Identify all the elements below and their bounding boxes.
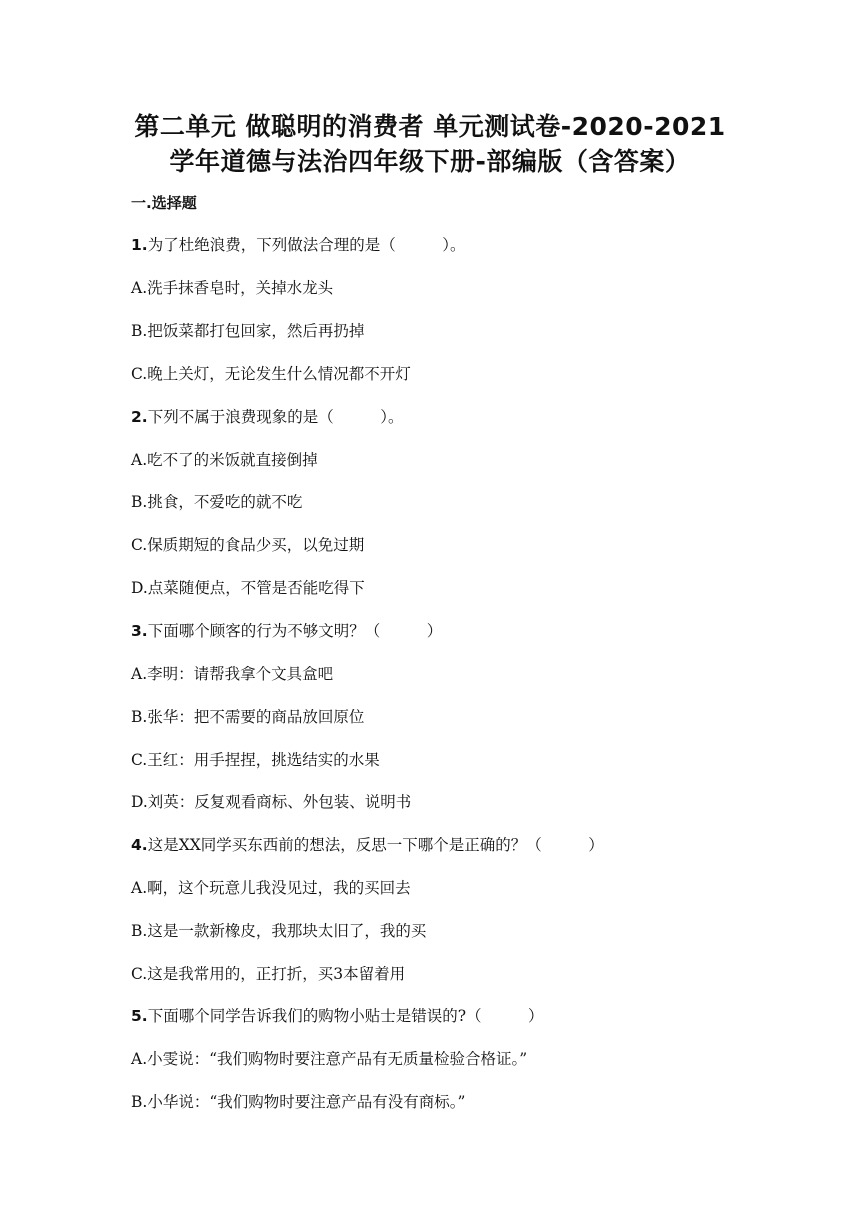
question-number: 2. bbox=[131, 408, 148, 426]
section-heading: 一.选择题 bbox=[131, 194, 197, 212]
question-4 bbox=[131, 834, 604, 856]
question-5-option-b: B.小华说：“我们购物时要注意产品有没有商标。” bbox=[131, 1093, 466, 1111]
question-1 bbox=[131, 234, 465, 256]
question-3 bbox=[131, 620, 442, 642]
question-4-option-a: A.啊，这个玩意儿我没见过，我的买回去 bbox=[131, 879, 411, 897]
question-4-option-b: B.这是一款新橡皮，我那块太旧了，我的买 bbox=[131, 922, 427, 940]
question-2 bbox=[131, 406, 403, 428]
question-3-option-d: D.刘英：反复观看商标、外包装、说明书 bbox=[131, 793, 412, 811]
question-3-option-c: C.王红：用手捏捏，挑选结实的水果 bbox=[131, 751, 380, 769]
question-3-option-b: B.张华：把不需要的商品放回原位 bbox=[131, 708, 365, 726]
question-2-option-b: B.挑食，不爱吃的就不吃 bbox=[131, 493, 303, 511]
question-3-option-a: A.李明：请帮我拿个文具盒吧 bbox=[131, 665, 334, 683]
question-number: 4. bbox=[131, 836, 148, 854]
document-title-line-2: 学年道德与法治四年级下册-部编版（含答案） bbox=[169, 147, 691, 176]
question-5-option-a: A.小雯说：“我们购物时要注意产品有无质量检验合格证。” bbox=[131, 1050, 528, 1068]
question-number: 5. bbox=[131, 1007, 148, 1025]
question-1-option-b: B.把饭菜都打包回家，然后再扔掉 bbox=[131, 322, 365, 340]
question-number: 1. bbox=[131, 236, 148, 254]
question-1-option-c: C.晚上关灯，无论发生什么情况都不开灯 bbox=[131, 365, 411, 383]
question-2-option-c: C.保质期短的食品少买，以免过期 bbox=[131, 536, 365, 554]
question-stem: 这是XX同学买东西前的想法，反思一下哪个是正确的？（ ） bbox=[147, 836, 604, 854]
question-5 bbox=[131, 1005, 544, 1027]
question-stem: 下列不属于浪费现象的是（ ）。 bbox=[147, 408, 404, 426]
question-stem: 下面哪个顾客的行为不够文明？（ ） bbox=[147, 622, 443, 640]
question-2-option-d: D.点菜随便点，不管是否能吃得下 bbox=[131, 579, 365, 597]
question-stem: 为了杜绝浪费，下列做法合理的是（ ）。 bbox=[147, 236, 466, 254]
question-number: 3. bbox=[131, 622, 148, 640]
question-1-option-a: A.洗手抹香皂时，关掉水龙头 bbox=[131, 279, 334, 297]
document-title-line-1: 第二单元 做聪明的消费者 单元测试卷-2020-2021 bbox=[134, 112, 726, 141]
question-2-option-a: A.吃不了的米饭就直接倒掉 bbox=[131, 451, 318, 469]
question-stem: 下面哪个同学告诉我们的购物小贴士是错误的?（ ） bbox=[147, 1007, 544, 1025]
question-4-option-c: C.这是我常用的，正打折，买3本留着用 bbox=[131, 965, 406, 983]
